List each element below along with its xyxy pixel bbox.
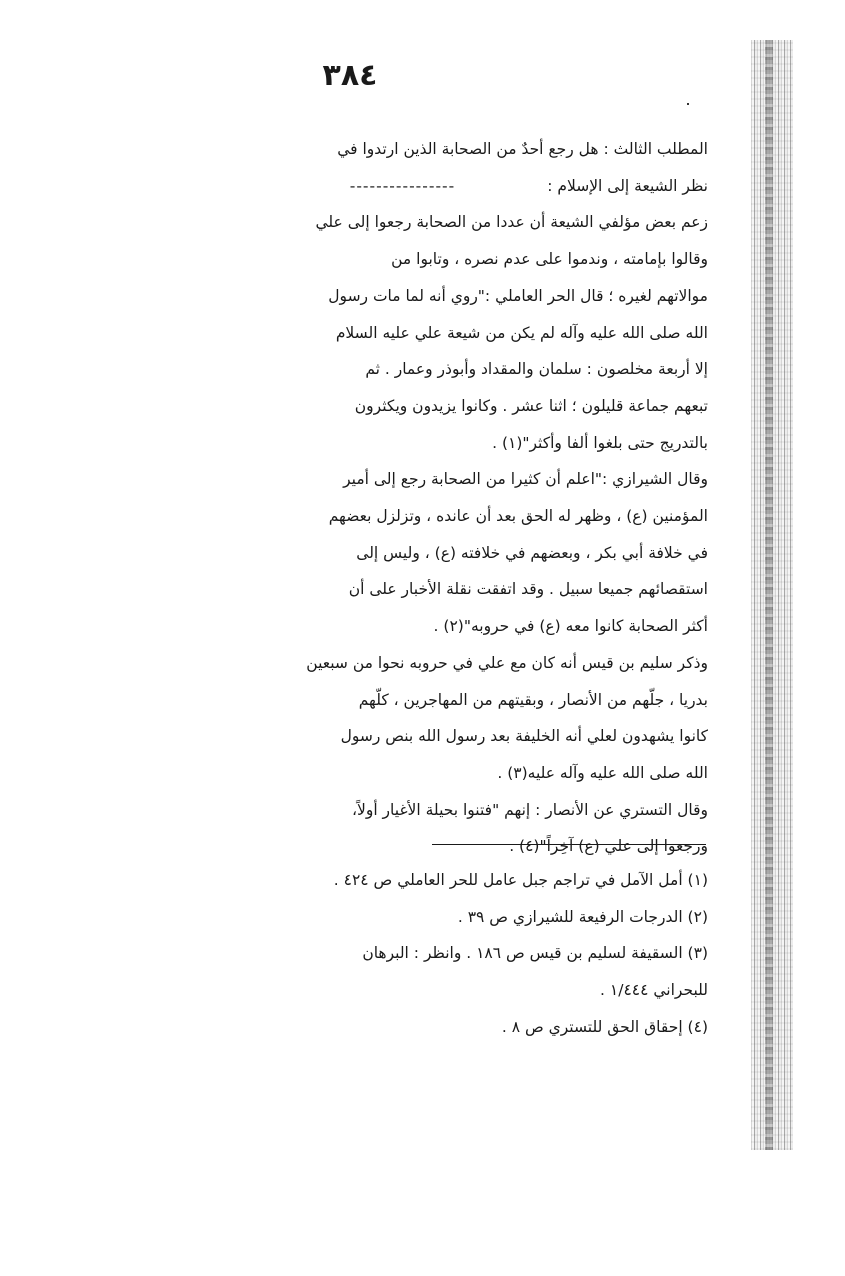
paragraph-line: بدريا ، جلّهم من الأنصار ، وبقيتهم من المهاجرين ، كلّهم (358, 690, 708, 709)
section-heading-continued (118, 168, 708, 205)
page-number: ٣٨٤ (322, 58, 378, 93)
paragraph-line: بالتدريج حتى بلغوا ألفا وأكثر"(١) . (492, 433, 708, 452)
paragraph-line: وقالوا بإمامته ، وندموا على عدم نصره ، وتابوا من (391, 250, 708, 269)
paragraph-line: ورجعوا إلى علي (ع) آخِراً"(٤) . (509, 837, 708, 856)
paragraph-line: زعم بعض مؤلفي الشيعة أن عددا من الصحابة رجعوا إلى علي (315, 213, 708, 232)
paragraph-line: في خلافة أبي بكر ، وبعضهم في خلافته (ع) ، وليس إلى (356, 543, 708, 562)
footnote-1: (١) أمل الآمل في تراجم جبل عامل للحر العاملي ص ٤٢٤ . (333, 871, 708, 889)
heading-underline-dashes: ---------------- (349, 176, 456, 195)
paragraph-line: موالاتهم لغيره ؛ قال الحر العاملي :"روي أنه لما مات رسول (328, 286, 708, 305)
paragraph-line: استقصائهم جميعا سبيل . وقد اتفقت نقلة الأخبار على أن (348, 580, 708, 599)
paragraph-line: المؤمنين (ع) ، وظهر له الحق بعد أن عانده ، وتزلزل بعضهم (328, 507, 708, 526)
body-text (118, 131, 708, 865)
footnote-4: (٤) إحقاق الحق للتستري ص ٨ . (501, 1017, 708, 1036)
binding-edge-shadow (765, 40, 773, 1150)
scan-speck (687, 103, 689, 105)
footnotes (118, 862, 708, 1046)
paragraph-line: الله صلى الله عليه وآله لم يكن من شيعة علي عليه السلام (335, 323, 708, 342)
footnote-3-continued: للبحراني ١/٤٤٤ . (600, 981, 708, 1000)
section-heading: المطلب الثالث : هل رجع أحدٌ من الصحابة الذين ارتدوا في (337, 140, 708, 158)
heading-subtitle: نظر الشيعة إلى الإسلام : (547, 176, 708, 195)
paragraph-line: كانوا يشهدون لعلي أنه الخليفة بعد رسول الله بنص رسول (340, 727, 708, 746)
paragraph-line: أكثر الصحابة كانوا معه (ع) في حروبه"(٢) . (433, 617, 708, 636)
paragraph-line: وذكر سليم بن قيس أنه كان مع علي في حروبه نحوا من سبعين (306, 653, 708, 672)
footnote-separator (432, 844, 706, 845)
paragraph-line: وقال التستري عن الأنصار : إنهم "فتنوا بحيلة الأغيار أولاً، (352, 800, 708, 819)
paragraph-line: إلا أربعة مخلصون : سلمان والمقداد وأبوذر وعمار . ثم (365, 360, 708, 379)
paragraph-line: تبعهم جماعة قليلون ؛ اثنا عشر . وكانوا يزيدون ويكثرون (354, 396, 708, 415)
footnote-2: (٢) الدرجات الرفيعة للشيرازي ص ٣٩ . (457, 907, 708, 926)
footnote-3: (٣) السقيفة لسليم بن قيس ص ١٨٦ . وانظر : البرهان (362, 944, 708, 963)
paragraph-line: وقال الشيرازي :"اعلم أن كثيرا من الصحابة رجع إلى أمير (343, 470, 708, 489)
paragraph-line: الله صلى الله عليه وآله عليه(٣) . (497, 763, 708, 782)
